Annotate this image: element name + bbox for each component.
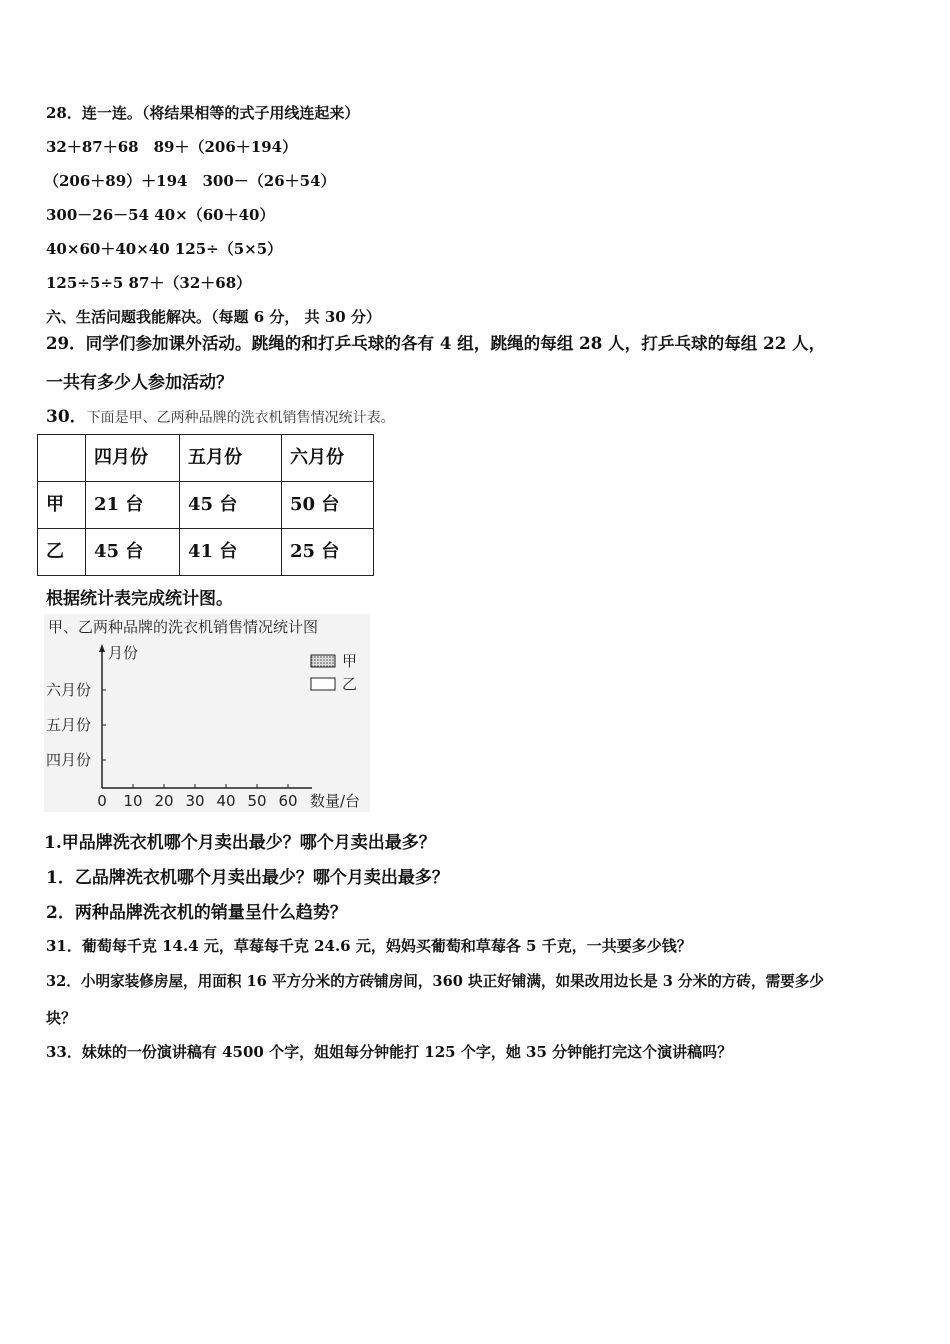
x-tick-label: 50 [247, 792, 267, 810]
table-header-row [38, 435, 374, 482]
q33: 33．妹妹的一份演讲稿有 4500 个字，姐姐每分钟能打 125 个字，她 35 分钟能打完这个演讲稿吗？ [46, 1043, 733, 1061]
legend-label-yi: 乙 [342, 675, 358, 693]
q30-number: 30． [46, 407, 87, 427]
table-header-cell: 五月份 [180, 435, 282, 482]
q29-line-1: 29．同学们参加课外活动。跳绳的和打乒乓球的各有 4 组，跳绳的每组 28 人，打乒乓球的每组 22 人， [46, 333, 826, 353]
x-tick-label: 30 [185, 792, 205, 810]
x-tick-label: 60 [278, 792, 298, 810]
legend-swatch-jia [311, 655, 335, 667]
table-row [38, 529, 374, 576]
y-axis-label: 月份 [108, 644, 139, 662]
y-tick-label: 四月份 [46, 751, 92, 769]
q30-sub-2: 1．乙品牌洗衣机哪个月卖出最少？哪个月卖出最多？ [46, 868, 449, 888]
q29-line-2: 一共有多少人参加活动？ [46, 373, 233, 393]
y-tick-label: 六月份 [46, 681, 92, 699]
q30-intro [46, 402, 395, 427]
table-cell: 50 台 [282, 482, 374, 529]
x-tick-label: 40 [216, 792, 236, 810]
q32-line-2: 块？ [46, 1009, 77, 1027]
q32-line-1: 32．小明家装修房屋，用面积 16 平方分米的方砖铺房间，360 块正好铺满，如果改用边长是 3 分米的方砖，需要多少 [46, 973, 824, 990]
table-header-cell: 六月份 [282, 435, 374, 482]
y-axis-arrow [99, 644, 105, 652]
sales-chart [44, 614, 370, 812]
chart-svg [44, 614, 370, 812]
q28-row-3: 300－26－54 40×（60＋40） [46, 206, 275, 224]
section-heading: 六、生活问题我能解决。（每题 6 分， 共 30 分） [46, 308, 381, 326]
table-cell: 甲 [38, 482, 86, 529]
q28-title: 28．连一连。（将结果相等的式子用线连起来） [46, 104, 360, 122]
legend-label-jia: 甲 [342, 652, 358, 670]
table-cell: 45 台 [86, 529, 180, 576]
table-header-cell [38, 435, 86, 482]
q31: 31．葡萄每千克 14.4 元，草莓每千克 24.6 元，妈妈买葡萄和草莓各 5 千克，一共要多少钱？ [46, 937, 692, 955]
table-row [38, 482, 374, 529]
table-cell: 45 台 [180, 482, 282, 529]
x-tick-label: 10 [123, 792, 143, 810]
chart-instruction: 根据统计表完成统计图。 [46, 589, 233, 609]
table-cell: 41 台 [180, 529, 282, 576]
sales-table [37, 434, 374, 576]
q28-row-4: 40×60＋40×40 125÷（5×5） [46, 240, 283, 258]
table-cell: 25 台 [282, 529, 374, 576]
table-cell: 乙 [38, 529, 86, 576]
q28-row-1: 32＋87＋68 89＋（206＋194） [46, 138, 298, 156]
q30-intro-text: 下面是甲、乙两种品牌的洗衣机销售情况统计表。 [86, 410, 395, 426]
x-axis-label: 数量/台 [310, 792, 361, 810]
table-header-cell: 四月份 [86, 435, 180, 482]
q28-row-2: （206＋89）＋194 300－（26＋54） [44, 172, 336, 190]
q30-sub-1: 1.甲品牌洗衣机哪个月卖出最少？哪个月卖出最多？ [44, 833, 436, 853]
y-tick-label: 五月份 [46, 716, 92, 734]
legend-swatch-yi [311, 678, 335, 690]
table-cell: 21 台 [86, 482, 180, 529]
chart-title: 甲、乙两种品牌的洗衣机销售情况统计图 [48, 618, 319, 636]
x-tick-label: 20 [154, 792, 174, 810]
q30-sub-3: 2．两种品牌洗衣机的销量呈什么趋势？ [46, 903, 347, 923]
x-tick-label: 0 [97, 792, 107, 810]
q28-row-5: 125÷5÷5 87＋（32＋68） [46, 274, 252, 292]
